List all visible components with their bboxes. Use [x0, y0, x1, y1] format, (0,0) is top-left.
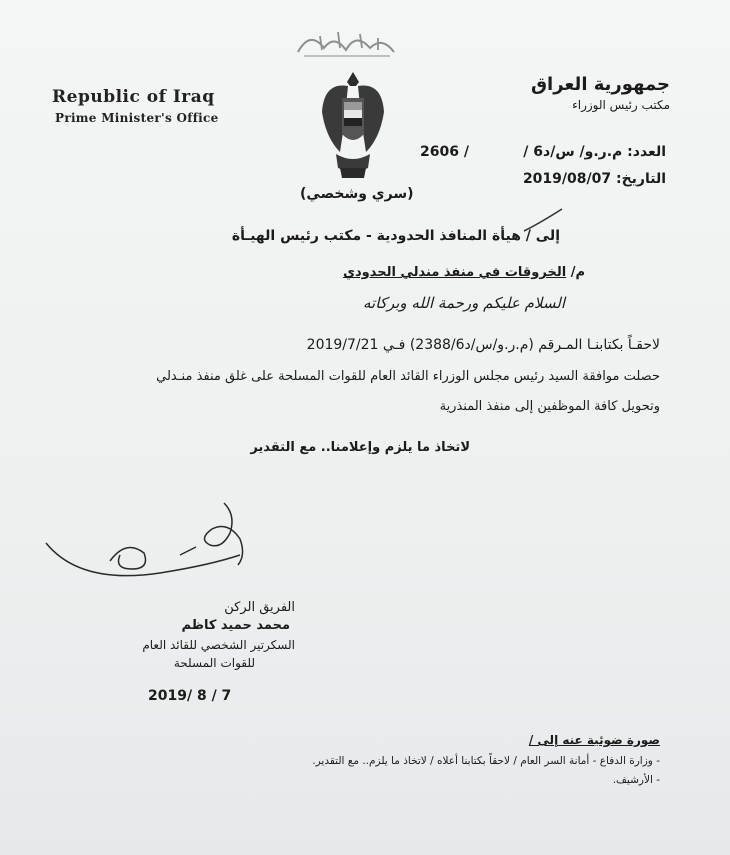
signatory-title-line-1: السكرتير الشخصي للقائد العام [142, 638, 295, 652]
handwritten-signature [40, 495, 250, 590]
signatory-name: محمد حميد كاظم [181, 618, 290, 633]
country-name-en: Republic of Iraq [52, 87, 215, 107]
copies-heading: صورة ضوئية عنه إلى / [528, 733, 660, 747]
letter-date: التاريخ: 2019/08/07 [522, 171, 666, 187]
recipient-line: إلى / هيأة المنافذ الحدودية - مكتب رئيس الهيـأة [231, 228, 560, 244]
copy-recipient-2: - الأرشيف. [612, 774, 660, 786]
closing-line: لاتخاذ ما يلزم وإعلامنا.. مع التقدير [250, 440, 470, 455]
country-name-ar: جمهورية العراق [530, 74, 670, 95]
signatory-title-line-2: للقوات المسلحة [173, 656, 255, 670]
office-name-en: Prime Minister's Office [55, 111, 219, 125]
reference-number: 2606 / [420, 144, 469, 160]
basmala-calligraphy [290, 22, 400, 64]
subject-prefix: م/ [570, 265, 585, 280]
copy-recipient-1: - وزارة الدفاع - أمانة السر العام / لاحقاً بكتابنا أعلاه / لاتخاذ ما يلزم.. مع التقدير. [312, 755, 660, 767]
classification-label: (سري وشخصي) [300, 186, 414, 202]
greeting-line: السلام عليكم ورحمة الله وبركاته [363, 294, 565, 312]
reference-label: العدد: م.ر.و/ س/د6 / [523, 144, 666, 160]
body-line-3: وتحويل كافة الموظفين إلى منفذ المنذرية [439, 399, 660, 414]
office-name-ar: مكتب رئيس الوزراء [572, 98, 670, 112]
eagle-emblem [318, 68, 388, 183]
body-line-1: لاحقـاً بكتابنـا المـرقم (م.ر.و/س/د2388/6) فـي 2019/7/21 [306, 337, 660, 353]
signature-date: 2019/ 8 / 7 [148, 688, 232, 704]
subject-text: الخروقات في منفذ مندلي الحدودي [343, 265, 567, 280]
signatory-rank: الفريق الركن [224, 600, 295, 615]
subject-line [343, 265, 585, 280]
body-line-2: حصلت موافقة السيد رئيس مجلس الوزراء القائد العام للقوات المسلحة على غلق منفذ منـدلي [156, 369, 660, 384]
